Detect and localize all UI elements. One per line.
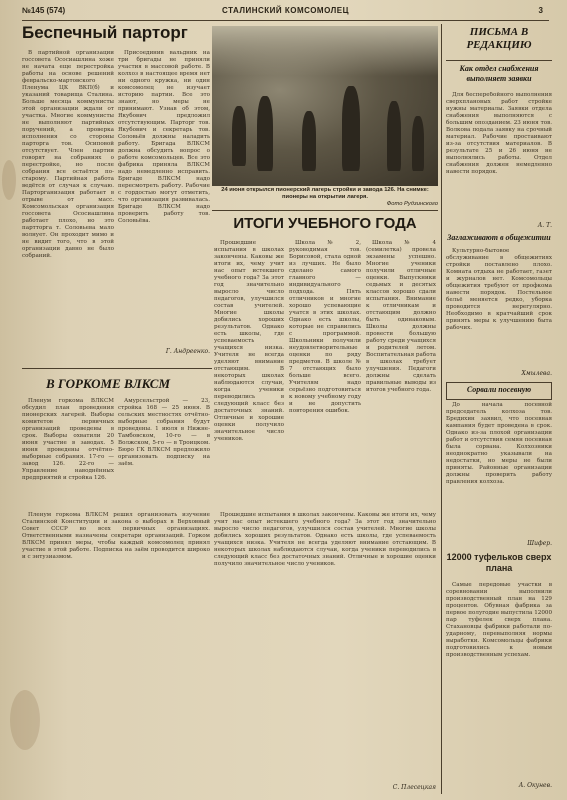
letter1-body (446, 92, 552, 220)
vlksm-text-col2: Амурсельстрой — 23, стройка 168 — 25 июня. В сельских местностях отчётно-выборные собрания будут проведены. 1 июля в Нижне-Тамбовском, 10-го — в Волжском, 5-го — в Троицком. Бюро ГК ВЛКСМ предложило организовать подписку на заём. (118, 398, 210, 467)
letter1-headline: Как отдел снабжения выполняет заявки (459, 64, 539, 83)
partorg-text-col2: Присоединив вальдник на три бригады не приняли участия в массовой работе. В колхоз в настоящее время нет ни одного кружка, ни один комсомолец не изучает историю партии. Все это знают, но меры не принимают. Узнав об этом, Якубович предложил отсутствующим. Парторг тов. Якубович и секретарь тов. Соловьёв должны наладить работу. Бригада ВЛКСМ должна обсудить вопрос о работе комсомольцев. Все это фабрика приняла ВЛКСМ надо немедленно исправить. Бригаде ВЛКСМ надо пересмотреть работу. Рабочие с гордостью могут отметить, что организация развивалась. Бригаде ВЛКСМ надо проверить работу тов. Соловьёва. (118, 50, 210, 224)
camp-photo (212, 26, 438, 186)
letter1-signature: А. Т. (537, 222, 552, 229)
figure-shape (302, 111, 316, 171)
letter2-signature: Хмылева. (521, 370, 552, 377)
masthead (22, 6, 549, 21)
figure-shape (387, 101, 401, 171)
column-rule (441, 24, 442, 794)
photo-caption (212, 187, 438, 208)
letter4-body (446, 582, 552, 778)
itogi-col1 (214, 240, 284, 510)
letter2-headline: Заглаживают в общежитии (447, 233, 551, 242)
letter4-signature: А. Окунев. (518, 782, 552, 789)
itogi-col3 (366, 240, 436, 510)
letter2-body (446, 248, 552, 368)
divider (212, 210, 438, 211)
letter4-headline: 12000 туфельков сверх плана (446, 552, 552, 573)
figure-shape (257, 96, 273, 171)
vlksm-headline-box (22, 374, 212, 396)
partorg-headline-box (22, 24, 212, 48)
partorg-text-col1: В партийной организации госсовета Ососиашлина хоже не начата еще перестройка работы на основе решений февральско-мартовского Пленума ЦК ВКП(б) и указаний товарища Сталина. Больше месяца коммунисты этой организации ждали от участка. Многие коммунисты не выполняют партийных поручений, а проверка исполнения со стороны парторга тов. Осиповой отсутствует. Член партии говорят на собраниях о перестройке, но после собрания все остаётся по-старому. Партийная работа ведётся от случая к случаю. Парторганизация работает в отрыве от масс. Комсомольская организация госсовета Ососиашлина работает плохо, но это партторга т. Соловьева мало волнует. Он проходит мимо и не видит того, что в этой организации давно не было собраний. (22, 50, 114, 259)
itogi-headline: ИТОГИ УЧЕБНОГО ГОДА (233, 215, 417, 232)
paper-stain (2, 160, 16, 200)
letter3-body (446, 402, 552, 538)
letter2-text: Культурно-бытовое обслуживание в общежитиях стройки поставлено плохо. Комната отдыха не работает, газет и журналов нет. Комсомольцы общежития требуют от профкома навести порядок. Постельное бельё меняется редко, уборка проводится нерегулярно. Необходимо в кратчайший срок принять меры к улучшению быта рабочих. (446, 248, 552, 331)
itogi-text-col1: Прошедшие испытания в школах закончены. Каковы же итоги их, чему учит нас опыт истекшего учебного года? За этот год значительно выросло число педагогов, улучшился состав учителей. Многие школы добились хороших результатов. Однако есть школы, где успеваемость учащихся низка. Учителя не всегда уделяют внимание отстающим. В некоторых школах наблюдаются случаи, когда ученики переводились в следующий класс без достаточных знаний. Отличные и хорошие оценки получило значительное число учеников. (214, 240, 284, 442)
letters-headline-box (446, 26, 552, 60)
vlksm-headline: В ГОРКОМЕ ВЛКСМ (46, 376, 171, 391)
divider (446, 60, 552, 61)
letter1-headline-box (446, 64, 552, 90)
vlksm-text-col1: Пленум горкома ВЛКСМ обсудил план проведения пионерских лагерей. Выборы комитетов первичных организаций проведены в срок. Выборы охватили 20 июня участие в заводах. 5 июня проведены отчётно-выборные собрания. 17-го — завод 126. 22-го — Управление наводнённых предприятий и стройка 126. (22, 398, 114, 481)
letter4-text: Самые передовые участки в соревновании выполнили производственный план на 129 процентов. Обувная фабрика за первое полугодие выпустила 12000 пар туфелек сверх плана. Стахановцы фабрики работали по-ударному, перевыполняя нормы выработки. Комсомольцы фабрики подготовились к новым производственным успехам. (446, 582, 552, 658)
letter3-headline-box (446, 384, 552, 398)
partorg-col2 (118, 50, 210, 368)
itogi-col2 (289, 240, 361, 510)
itogi-headline-box (212, 214, 438, 236)
photo-caption-text: 24 июня открылся пионерский лагерь стройки и завода 126. На снимке: пионеры на открытии лагеря. (221, 187, 429, 200)
letters-headline: ПИСЬМА В РЕДАКЦИЮ (466, 26, 532, 51)
newspaper-name: СТАЛИНСКИЙ КОМСОМОЛЕЦ (222, 6, 349, 15)
partorg-col1 (22, 50, 114, 368)
vlksm-col2 (118, 398, 210, 508)
photo-credit: Фото Рудзинского (386, 201, 438, 207)
itogi-signature: С. Плесецкая (392, 784, 436, 791)
divider (22, 368, 212, 369)
partorg-headline: Беспечный парторг (22, 24, 188, 42)
itogi-text-col2: Школа № 2, руководимая тов. Борисовой, стала одной из лучших. Не было сделано самого главного — индивидуального подхода. Пять отличников и многие хорошо успевающие учатся в этих школах. Однако есть школы, которые не справились с программой. Школьники получили неудовлетворительные оценки по ряду предметов. В школе № 7 отстающих было больше всего. Учителям надо серьёзно подготовиться к новому учебному году и не допустить повторения ошибок. (289, 240, 361, 414)
partorg-signature: Г. Андреенко. (165, 348, 210, 355)
figure-shape (232, 106, 246, 166)
itogi-text-continued: Прошедшие испытания в школах закончены. Каковы же итоги их, чему учит нас опыт истекшего учебного года? За этот год значительно выросло число педагогов, улучшился состав учителей. Многие школы добились хороших результатов. Однако есть школы, где успеваемость учащихся низка. Учителя не всегда уделяют внимание отстающим. В некоторых школах наблюдаются случаи, когда ученики переводились в следующий класс без достаточных знаний. Отличные и хорошие оценки получило значительное число учеников. (214, 512, 436, 567)
itogi-text-col3: Школа № 4 (семилетка) провела экзамены успешно. Многие ученики получили отличные оценки. Выпускники седьмых и десятых классов хорошо сдали испытания. Внимание к отличникам и отстающим должно быть одинаковым. Школы должны провести большую работу среди учащихся и родителей летом. Воспитательная работа в школах требует улучшения. Педагоги должны сделать правильные выводы из итогов учебного года. (366, 240, 436, 393)
letter2-headline-box (446, 232, 552, 246)
vlksm-col1 (22, 398, 114, 508)
letter4-headline-box (446, 552, 552, 580)
letter3-headline: Сорвали посевную (466, 385, 532, 394)
letter1-text: Для бесперебойного выполнения сверхплановых работ стройке нужны материалы. Заявки отдела снабжения выполняются с большим опозданием. 23 июня тов. Волкова подала заявку на срочный материал. Рабочие простаивают из-за отсутствия материалов. В результате 25 и 26 июня не выполнялись работы. Отдел снабжения должен немедленно навести порядок. (446, 92, 552, 175)
figure-shape (342, 86, 360, 171)
vlksm-text-col3: Пленум горкома ВЛКСМ решил организовать изучение Сталинской Конституции и закона о выборах в Верховный Совет СССР во всех первичных организациях. Ответственными назначены секретари организаций. Горком ВЛКСМ принял меры, чтобы каждый комсомолец принял участие в этой работе. Подписка на заём проводится широко и с энтузиазмом. (22, 512, 210, 560)
vlksm-col3 (22, 512, 210, 792)
letter3-signature: Шифер. (527, 540, 552, 547)
page-number: 3 (538, 6, 543, 15)
itogi-continued (214, 512, 436, 782)
photo-sky (212, 26, 438, 76)
figure-shape (412, 116, 424, 171)
letter3-text: До начала посевной председатель колхоза тов. Бредихин заявил, что посевная кампания будет проведена в срок. Однако из-за плохой организации работ и отсутствия семян посевная была сорвана. Колхозники неоднократно указывали на недостатки, но меры не были приняты. Районные организации должны проверить работу правления колхоза. (446, 402, 552, 485)
issue-number: №145 (574) (22, 6, 66, 15)
